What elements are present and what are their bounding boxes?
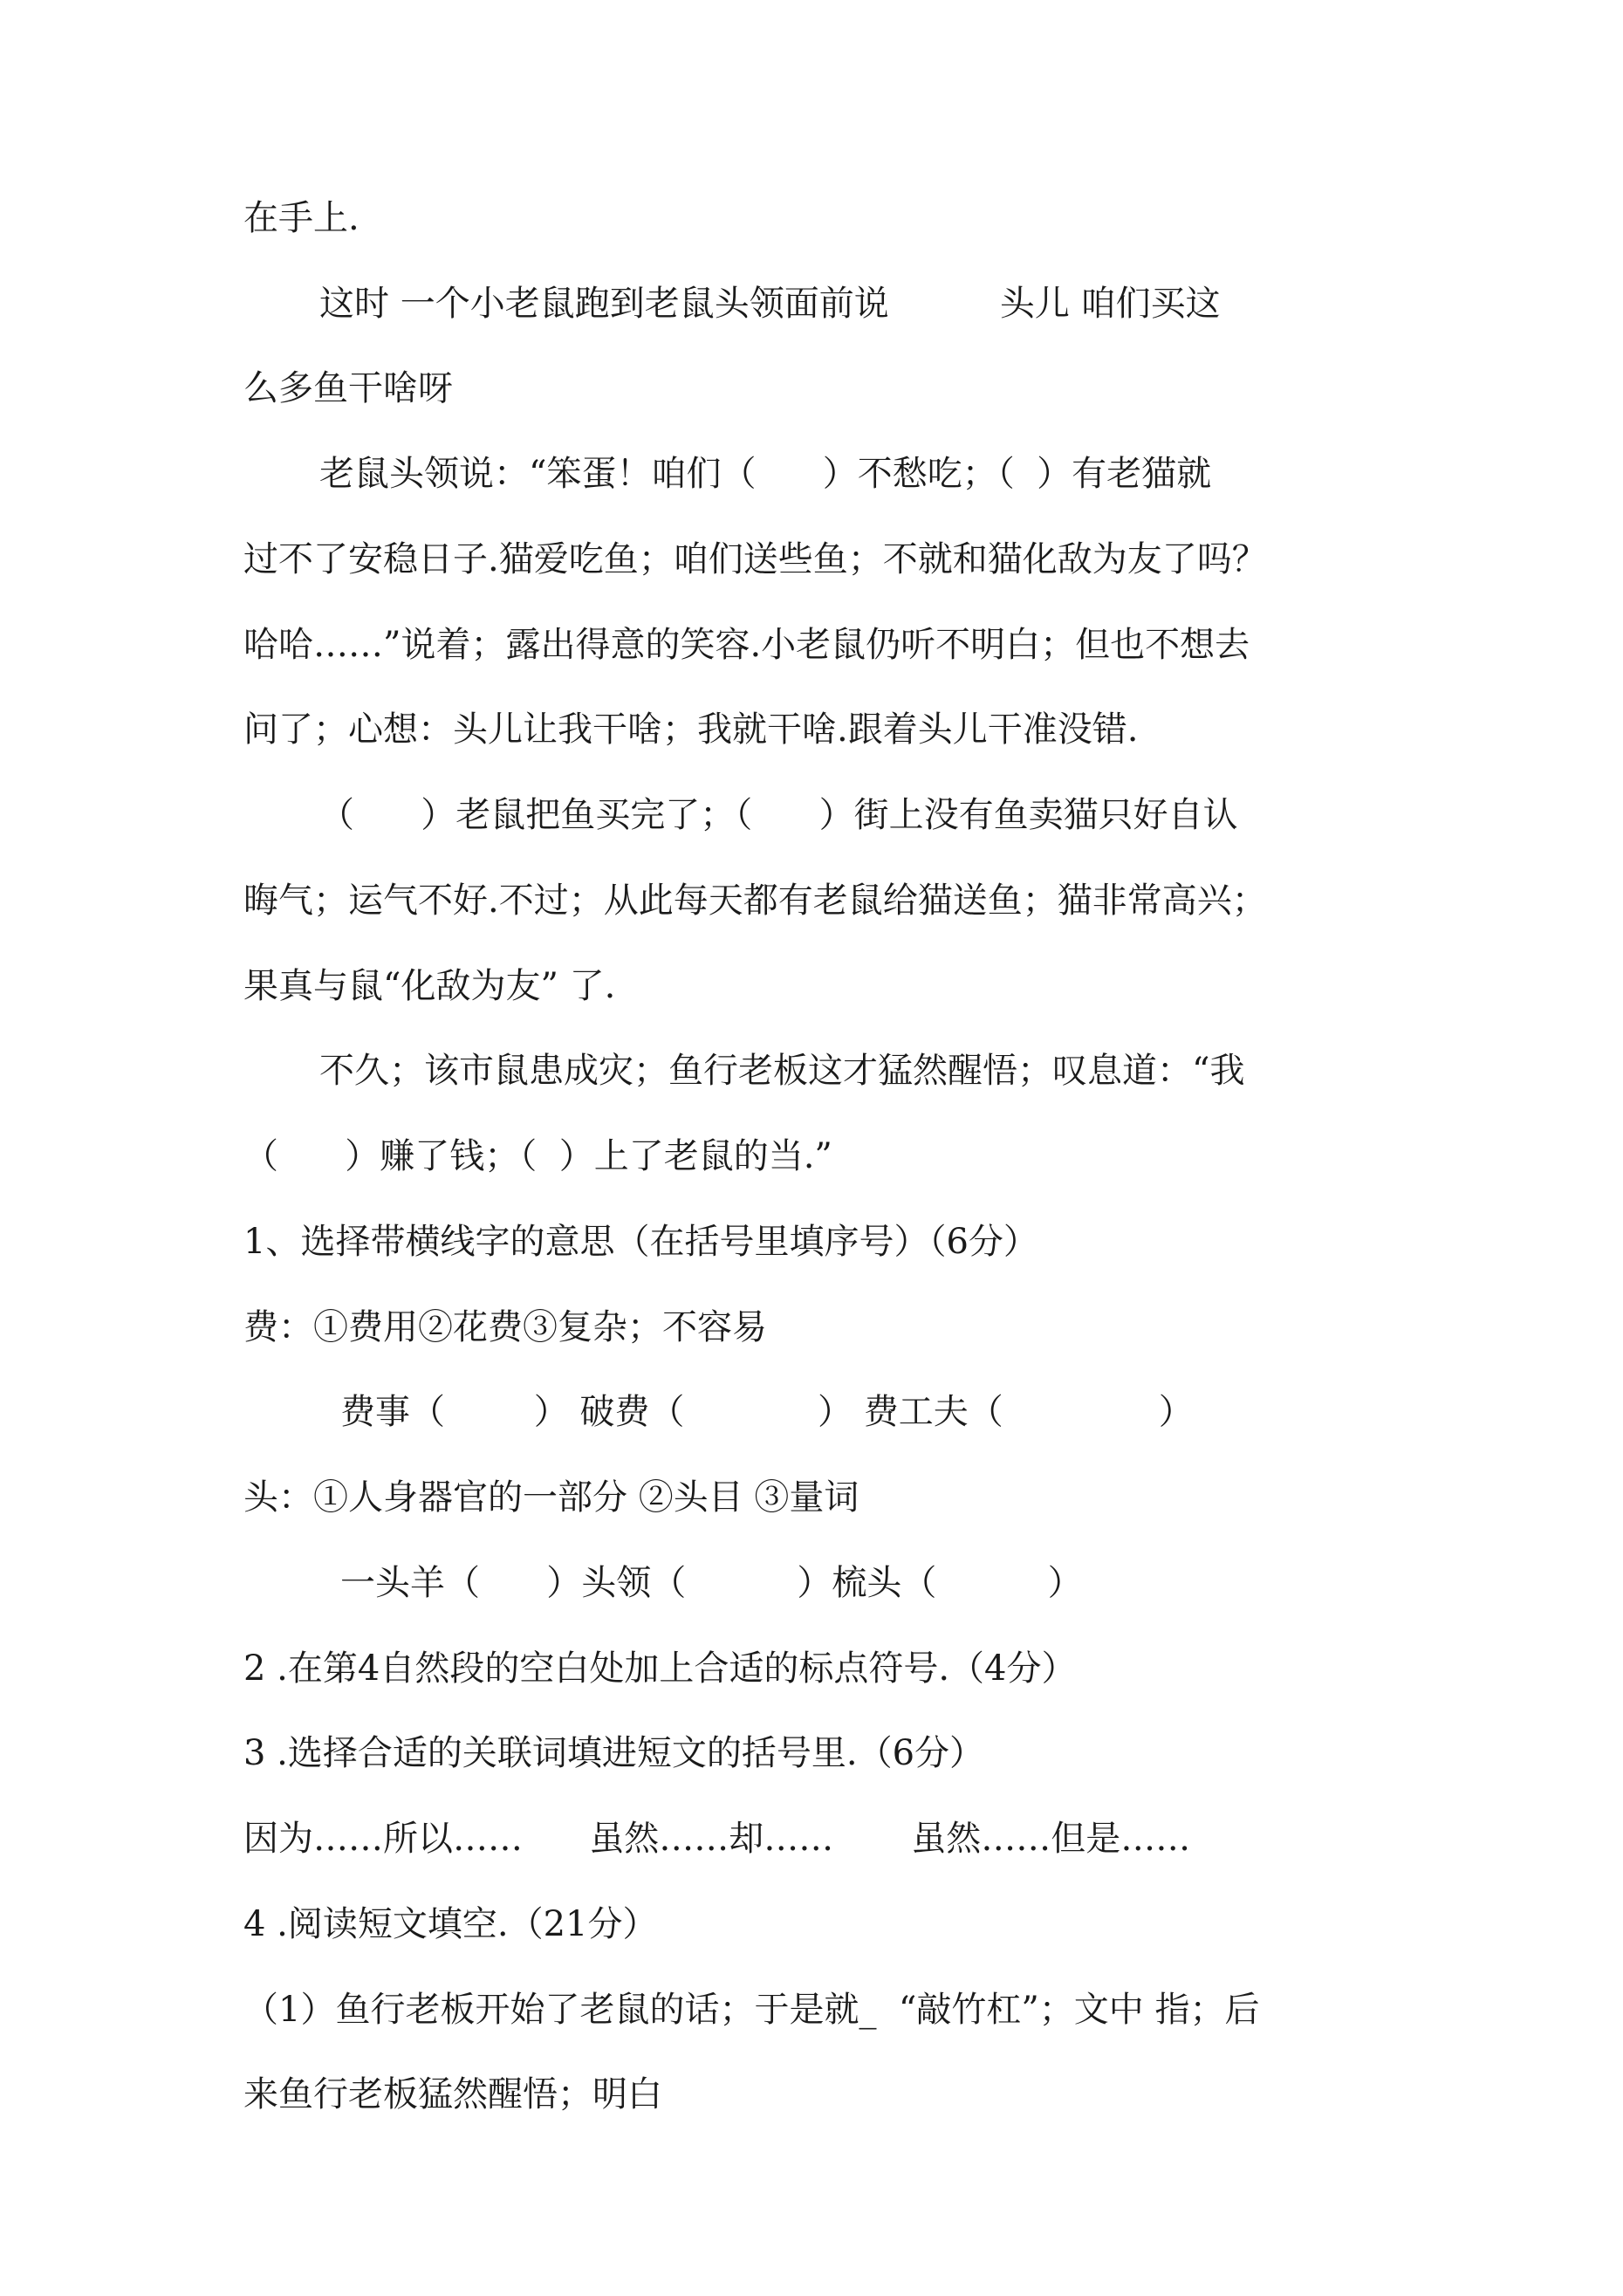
text-line: （ ）老鼠把鱼买完了；（ ）街上没有鱼卖猫只好自认 [319, 795, 1238, 835]
text-line: （ ）赚了钱；（ ）上了老鼠的当.” [243, 1136, 832, 1176]
question-heading: 4 .阅读短文填空.（21分） [243, 1904, 658, 1944]
text-line: 过不了安稳日子.猫爱吃鱼；咱们送些鱼；不就和猫化敌为友了吗？ [243, 539, 1267, 579]
text-line: 费：①费用②花费③复杂；不容易 [243, 1307, 767, 1347]
text-line: 晦气；运气不好.不过；从此每天都有老鼠给猫送鱼；猫非常高兴； [243, 881, 1267, 921]
text-line: 不久；该市鼠患成灾；鱼行老板这才猛然醒悟；叹息道：“我 [319, 1051, 1245, 1091]
text-line: （1）鱼行老板开始了老鼠的话；于是就_ “敲竹杠”；文中 指；后 [243, 1990, 1260, 2030]
text-line: 老鼠头领说：“笨蛋！咱们（ ）不愁吃；（ ）有老猫就 [319, 454, 1212, 494]
text-line: 果真与鼠“化敌为友” 了. [243, 966, 616, 1006]
text-line: 问了；心想：头儿让我干啥；我就干啥.跟着头儿干准没错. [243, 709, 1139, 750]
question-heading: 2 .在第4自然段的空白处加上合适的标点符号.（4分） [243, 1648, 1077, 1689]
text-line: 这时 一个小老鼠跑到老鼠头领面前说 头儿 咱们买这 [319, 284, 1221, 324]
text-line: 因为……所以…… 虽然……却…… 虽然……但是…… [243, 1819, 1191, 1859]
text-line: 来鱼行老板猛然醒悟；明白 [243, 2074, 662, 2114]
question-heading: 3 .选择合适的关联词填进短文的括号里.（6分） [243, 1733, 985, 1773]
text-line: 哈哈……”说着；露出得意的笑容.小老鼠仍听不明白；但也不想去 [243, 625, 1250, 665]
text-line: 在手上. [243, 198, 360, 238]
answer-line: 一头羊（ ）头领（ ）梳头（ ） [340, 1563, 1083, 1603]
question-heading: 1、选择带横线字的意思（在括号里填序号）（6分） [243, 1222, 1038, 1262]
text-line: 么多鱼干啥呀 [243, 368, 453, 408]
text-line: 头：①人身器官的一部分 ②头目 ③量词 [243, 1477, 859, 1518]
answer-line: 费事（ ） 破费（ ） 费工夫（ ） [340, 1392, 1194, 1432]
